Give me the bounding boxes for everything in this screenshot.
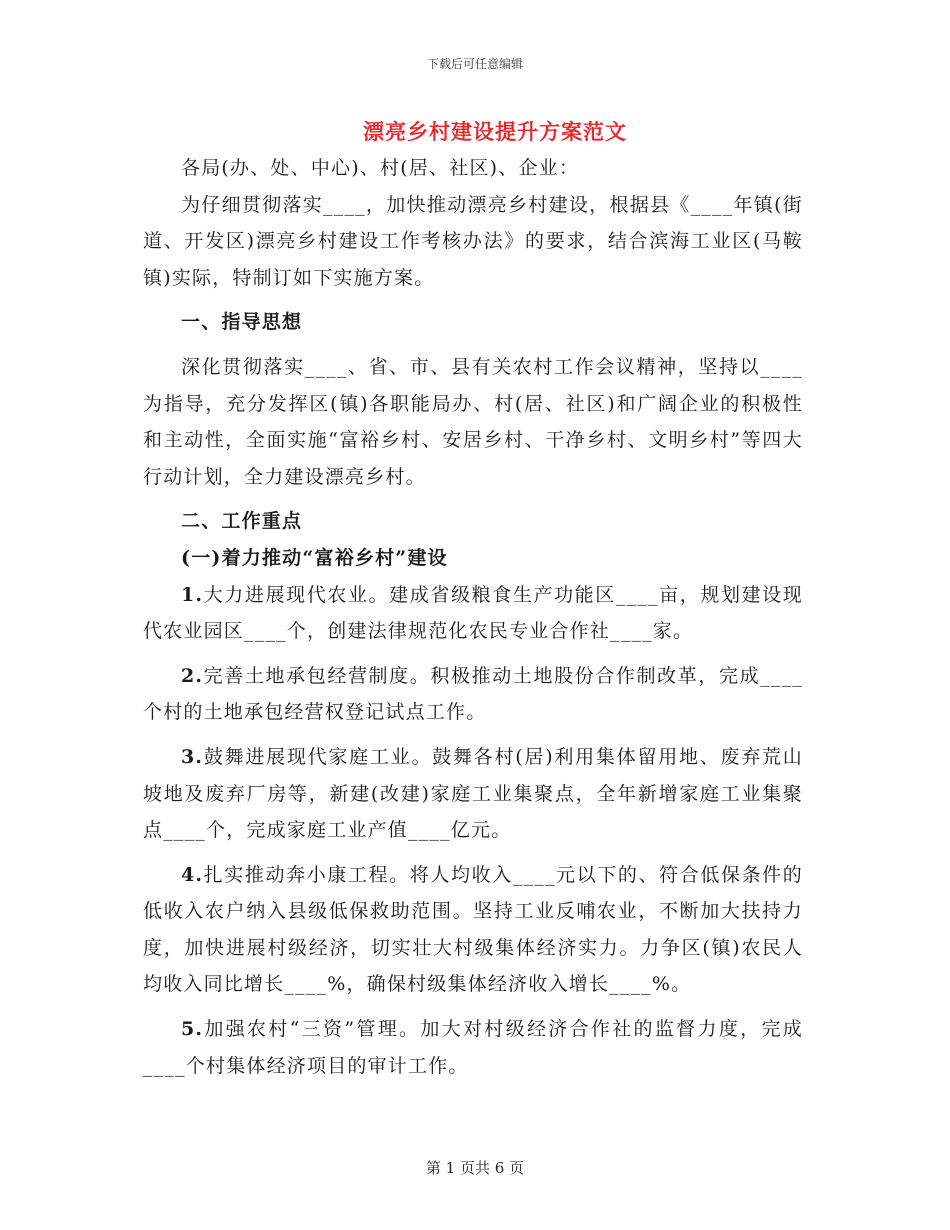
list-item: [143, 1011, 803, 1084]
item-number: 5.: [181, 1018, 204, 1041]
intro-paragraph: 为仔细贯彻落实____，加快推动漂亮乡村建设，根据县《____年镇(街道、开发区)漂亮乡村建设工作考核办法》的要求，结合滨海工业区(马鞍镇)实际，特制订如下实施方案。: [143, 193, 803, 289]
item-text: 大力进展现代农业。建成省级粮食生产功能区____亩，规划建设现代农业园区____个，创建法律规范化农民专业合作社____家。: [143, 583, 803, 643]
item-number: 1.: [181, 583, 204, 606]
item-text: 扎实推动奔小康工程。将人均收入____元以下的、符合低保条件的低收入农户纳入县级低保救助范围。坚持工业反哺农业，不断加大扶持力度，加快进展村级经济，切实壮大村级集体经济实力。力争区(镇)农民人均收入同比增长____%，确保村级集体经济收入增长____%。: [143, 863, 803, 996]
list-item: [143, 577, 803, 650]
document-title: 漂亮乡村建设提升方案范文: [363, 119, 627, 144]
section-heading-work-focus: 二、工作重点: [181, 510, 303, 533]
list-item: [143, 658, 803, 731]
guiding-ideology-paragraph: 深化贯彻落实____、省、市、县有关农村工作会议精神，坚持以____为指导，充分发挥区(镇)各职能局办、村(居、社区)和广阔企业的积极性和主动性，全面实施“富裕乡村、安居乡村、干净乡村、文明乡村”等四大行动计划，全力建设漂亮乡村。: [143, 355, 803, 488]
list-item: [143, 739, 803, 849]
item-text: 加强农村“三资”管理。加大对村级经济合作社的监督力度，完成____个村集体经济项目的审计工作。: [143, 1018, 803, 1077]
document-body: [143, 150, 803, 1084]
salutation: 各局(办、处、中心)、村(居、社区)、企业：: [181, 157, 580, 179]
subsection-heading-prosperous-village: (一)着力推动“富裕乡村”建设: [181, 546, 448, 569]
item-number: 2.: [181, 664, 204, 687]
section-heading-guiding-ideology: 一、指导思想: [181, 311, 303, 334]
list-item: [143, 857, 803, 1003]
page-footer: 第 1 页共 6 页: [425, 1159, 525, 1177]
item-number: 3.: [181, 745, 204, 768]
item-number: 4.: [181, 863, 204, 886]
header-note: 下载后可任意编辑: [426, 57, 523, 71]
item-text: 完善土地承包经营制度。积极推动土地股份合作制改革，完成____个村的土地承包经营权登记试点工作。: [143, 664, 803, 724]
item-text: 鼓舞进展现代家庭工业。鼓舞各村(居)利用集体留用地、废弃荒山坡地及废弃厂房等，新建(改建)家庭工业集聚点，全年新增家庭工业集聚点____个，完成家庭工业产值____亿元。: [143, 745, 803, 842]
